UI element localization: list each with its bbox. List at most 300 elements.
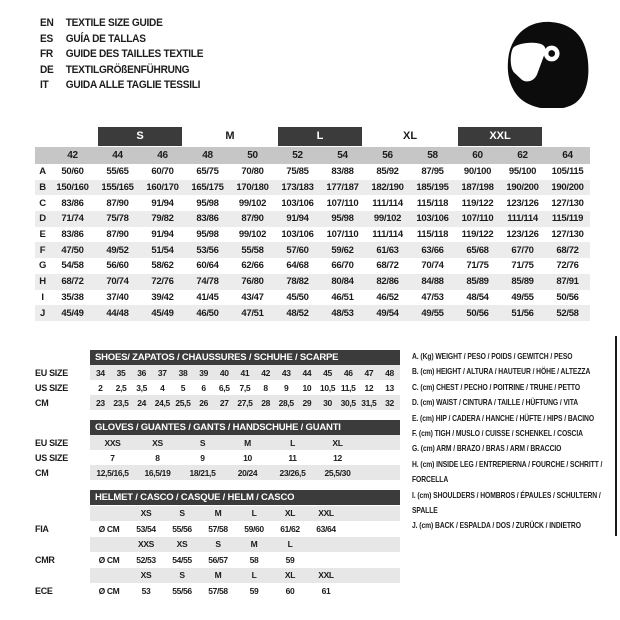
helmet-size-header-cell: XS (140, 570, 152, 581)
size-value-cell: 75/85 (286, 166, 309, 178)
shoe-size-cell: 23 (95, 397, 105, 408)
helmet-size-cell: 57/58 (208, 585, 228, 596)
row-cells (90, 506, 400, 522)
shoe-size-cell: 5 (180, 382, 186, 393)
size-value-cell: 35/38 (61, 291, 84, 303)
language-code: IT (40, 79, 49, 91)
size-value-cell: 185/195 (410, 180, 455, 196)
helmet-size-cell: 61/62 (280, 523, 300, 534)
size-value-cell: 87/90 (106, 197, 129, 209)
size-value-cell: 78/82 (275, 274, 320, 290)
shoe-size-cell: 12 (364, 382, 374, 393)
language-code: EN (40, 17, 54, 29)
size-value-cell: 123/126 (506, 197, 539, 209)
size-value-cell: 64/68 (286, 260, 309, 272)
measurement-row (35, 274, 590, 290)
shoe-size-cell: 28,5 (278, 397, 294, 408)
size-value-cell: 119/122 (461, 229, 494, 241)
size-row-label: C (39, 197, 46, 209)
size-value-cell: 47/51 (230, 305, 275, 321)
size-value-cell: 45/49 (140, 305, 185, 321)
row-cells (90, 435, 400, 450)
size-value-cell: 83/88 (331, 166, 354, 178)
measurement-row (35, 290, 590, 306)
size-value-cell: 60/70 (151, 166, 174, 178)
size-value-cell: 60/64 (196, 260, 219, 272)
shoe-size-cell: 3,5 (136, 382, 148, 393)
helmet-size-cell: 53/54 (136, 523, 156, 534)
size-value-cell: 91/94 (151, 197, 174, 209)
measurement-row (35, 195, 590, 211)
measurement-row (35, 211, 590, 227)
measurement-row (35, 180, 590, 196)
row-cells (90, 465, 400, 480)
sub-table-row (35, 583, 400, 599)
size-band-label: M (225, 130, 235, 142)
row-label: FIA (35, 523, 49, 534)
helmet-size-cell: 59/60 (244, 523, 264, 534)
size-band-label: S (98, 127, 182, 146)
helmet-size-header-cell: XS (176, 539, 188, 550)
language-row (40, 47, 203, 63)
language-row (40, 32, 203, 48)
helmet-size-header-cell: S (179, 508, 185, 519)
legend-item: H. (cm) INSIDE LEG / ENTREPIERNA / FOURCHE / SCHRITT / FORCELLA (412, 458, 603, 485)
size-value-cell: 99/102 (238, 197, 267, 209)
size-value-cell: 49/55 (511, 291, 534, 303)
size-value-cell: 55/65 (106, 166, 129, 178)
measurement-row (35, 258, 590, 274)
row-cells (90, 450, 400, 465)
size-value-cell: 72/76 (140, 274, 185, 290)
shoe-size-cell: 46 (343, 367, 353, 378)
shoe-size-cell: 24 (137, 397, 147, 408)
helmet-size-header-cell: L (251, 508, 257, 519)
size-value-cell: 85/89 (455, 274, 500, 290)
glove-size-cell: S (199, 437, 206, 448)
size-value-cell: 84/88 (410, 274, 455, 290)
row-label: US SIZE (35, 452, 68, 463)
size-value-cell: 44/48 (95, 305, 140, 321)
language-row (40, 78, 203, 94)
glove-size-cell: XXS (104, 437, 121, 448)
size-value-cell: 127/130 (551, 197, 584, 209)
size-value-cell: 111/114 (372, 197, 403, 209)
size-band-label: XL (403, 130, 418, 142)
sub-table-row (35, 465, 400, 480)
size-value-cell: 87/90 (230, 211, 275, 227)
size-row-label: A (39, 166, 46, 178)
size-header-cell: 48 (185, 147, 230, 164)
gloves-size-table (35, 420, 400, 480)
helmet-size-header-cell: S (215, 539, 221, 550)
size-value-cell: 115/119 (545, 211, 590, 227)
legend-item: A. (Kg) WEIGHT / PESO / POIDS / GEWITCH / PESO (412, 351, 573, 361)
size-header-cell: 52 (275, 147, 320, 164)
size-value-cell: 68/72 (50, 274, 95, 290)
size-value-cell: 39/42 (151, 291, 174, 303)
shoe-size-cell: 36 (137, 367, 147, 378)
size-value-cell: 99/102 (365, 211, 410, 227)
size-value-cell: 71/74 (50, 211, 95, 227)
glove-size-cell: 8 (155, 452, 160, 463)
guide-title: TEXTILGRÖßENFÜHRUNG (65, 63, 190, 76)
size-header-cell: 46 (140, 147, 185, 164)
size-value-cell: 190/200 (545, 180, 590, 196)
legend-item: C. (cm) CHEST / PECHO / POITRINE / TRUHE / PETTO (412, 381, 581, 392)
shoe-size-cell: 13 (385, 382, 394, 393)
size-value-cell: 54/58 (61, 260, 84, 272)
helmet-size-header-cell: L (287, 539, 293, 550)
glove-size-cell: 7 (110, 452, 115, 463)
size-value-cell: 123/126 (506, 229, 539, 241)
size-value-cell: 48/54 (466, 291, 489, 303)
sub-table-row (35, 450, 400, 465)
shoe-size-cell: 44 (302, 367, 312, 378)
size-value-cell: 87/90 (106, 229, 129, 241)
size-value-cell: 83/86 (61, 229, 84, 241)
helmet-size-cell: 61 (321, 585, 331, 596)
size-value-cell: 49/55 (410, 305, 455, 321)
row-cells (90, 380, 400, 395)
sizes-spacer (35, 147, 50, 164)
helmet-size-header-cell: XL (284, 508, 296, 519)
size-row-label: E (39, 229, 46, 241)
size-value-cell: 61/63 (365, 242, 410, 258)
helmet-size-cell: 58 (249, 554, 259, 565)
garment-size-table (35, 127, 590, 321)
helmet-size-cell: 59 (285, 554, 295, 565)
shoe-size-cell: 10 (302, 382, 312, 393)
glove-size-cell: M (244, 437, 251, 448)
size-value-cell: 111/114 (500, 211, 545, 227)
helmet-size-cell: 59 (249, 585, 259, 596)
language-code: DE (40, 63, 54, 76)
sub-table-header-row (35, 420, 400, 435)
legend-item: I. (cm) SHOULDERS / HOMBROS / ÉPAULES / SCHULTERN / SPALLE (412, 489, 601, 516)
size-value-cell: 91/94 (151, 229, 174, 241)
size-value-cell: 90/100 (463, 166, 492, 178)
size-value-cell: 99/102 (238, 229, 267, 241)
size-value-cell: 58/62 (151, 260, 174, 272)
glove-size-cell: 12 (333, 452, 342, 463)
helmet-size-header-cell: M (250, 539, 258, 550)
size-value-cell: 79/82 (140, 211, 185, 227)
size-value-cell: 115/118 (416, 197, 449, 209)
shoe-size-cell: 28 (261, 397, 270, 408)
row-cells (90, 568, 400, 584)
size-value-cell: 66/70 (331, 260, 354, 272)
shoe-size-cell: 23,5 (113, 397, 129, 408)
helmet-size-header-cell: S (179, 570, 185, 581)
size-value-cell: 62/66 (241, 260, 264, 272)
measurement-row (35, 164, 590, 180)
helmet-size-header-cell: XXL (318, 570, 334, 581)
size-header-cell: 42 (50, 147, 95, 164)
sub-table-row (35, 380, 400, 395)
size-value-cell: 103/106 (281, 229, 314, 241)
legend-item: B. (cm) HEIGHT / ALTURA / HAUTEUR / HÖHE / ALTEZZA (412, 366, 591, 377)
band-spacer (35, 127, 50, 147)
helmet-size-cell: 54/55 (172, 554, 192, 565)
row-label: CM (35, 467, 49, 478)
helmet-size-cell: 55/56 (172, 523, 192, 534)
size-header-cell: 56 (365, 147, 410, 164)
legend-item: G. (cm) ARM / BRAZO / BRAS / ARM / BRACCIO (412, 443, 562, 454)
legend-divider (615, 336, 617, 536)
shoe-size-cell: 24,5 (154, 397, 170, 408)
row-label: CM (35, 397, 49, 408)
size-band-xxl (455, 127, 545, 147)
size-band-xl (365, 127, 455, 147)
sub-table-row (35, 521, 400, 537)
size-value-cell: 53/56 (185, 242, 230, 258)
row-label: US SIZE (35, 382, 68, 393)
legend-item: D. (cm) WAIST / CINTURA / TAILLE / HÜFTUNG / VITA (412, 397, 579, 408)
helmet-size-cell: Ø CM (98, 554, 120, 565)
size-value-cell: 47/53 (421, 291, 444, 303)
size-value-cell: 75/78 (95, 211, 140, 227)
language-row (40, 16, 203, 32)
size-value-cell: 47/50 (50, 242, 95, 258)
sub-table-header-row (35, 490, 400, 506)
row-cells (90, 537, 400, 553)
size-value-cell: 49/54 (365, 305, 410, 321)
shoe-size-cell: 43 (281, 367, 291, 378)
measurement-legend (412, 349, 609, 534)
size-row-label: F (35, 242, 50, 258)
shoe-size-cell: 8 (263, 382, 268, 393)
size-value-cell: 48/53 (320, 305, 365, 321)
size-value-cell: 76/80 (230, 274, 275, 290)
size-value-cell: 155/165 (95, 180, 140, 196)
size-value-cell: 103/106 (281, 197, 314, 209)
size-value-cell: 63/66 (410, 242, 455, 258)
size-value-cell: 85/89 (500, 274, 545, 290)
sub-table-row (35, 568, 400, 584)
size-value-cell: 48/52 (275, 305, 320, 321)
size-value-cell: 107/110 (455, 211, 500, 227)
size-header-cell: 58 (410, 147, 455, 164)
size-value-cell: 71/75 (466, 260, 489, 272)
sub-table-header-row (35, 350, 400, 365)
glove-size-cell: XL (332, 437, 343, 448)
row-cells (90, 583, 400, 599)
legend-item: J. (cm) BACK / ESPALDA / DOS / ZURÜCK / INDIETRO (412, 520, 581, 531)
size-value-cell: 50/60 (61, 166, 84, 178)
glove-size-cell: 18/21,5 (189, 467, 216, 478)
helmet-size-cell: 60 (285, 585, 295, 596)
glove-size-cell: L (290, 437, 295, 448)
shoe-size-cell: 6,5 (218, 382, 230, 393)
size-value-cell: 56/60 (106, 260, 129, 272)
size-value-cell: 46/50 (185, 305, 230, 321)
helmet-size-cell: 57/58 (208, 523, 228, 534)
size-value-cell: 95/98 (320, 211, 365, 227)
size-row-label: I (41, 291, 44, 303)
size-band-row (35, 127, 590, 147)
size-band-m (185, 127, 275, 147)
shoe-size-cell: 34 (95, 367, 105, 378)
size-value-cell: 50/56 (455, 305, 500, 321)
size-value-cell: 45/49 (50, 305, 95, 321)
helmet-size-cell: 53 (141, 585, 151, 596)
shoe-size-cell: 48 (385, 367, 394, 378)
sub-table-row (35, 435, 400, 450)
glove-size-cell: 23/26,5 (279, 467, 306, 478)
size-value-cell: 127/130 (551, 229, 584, 241)
shoe-size-cell: 7,5 (239, 382, 251, 393)
size-value-cell: 80/84 (320, 274, 365, 290)
shoe-size-cell: 38 (178, 367, 188, 378)
size-band-s (95, 127, 185, 147)
size-value-cell: 46/51 (331, 291, 354, 303)
shoe-size-cell: 39 (199, 367, 208, 378)
sub-table-row (35, 395, 400, 410)
size-value-cell: 74/78 (185, 274, 230, 290)
size-value-cell: 49/52 (95, 242, 140, 258)
glove-size-cell: 16,5/19 (144, 467, 171, 478)
shoe-size-cell: 30,5 (340, 397, 356, 408)
guide-title: GUÍA DE TALLAS (65, 32, 146, 45)
glove-size-cell: 10 (243, 452, 252, 463)
helmet-size-header-cell: M (214, 570, 222, 581)
size-header-cell: 44 (95, 147, 140, 164)
size-value-cell: 59/62 (320, 242, 365, 258)
shoe-size-cell: 2 (98, 382, 103, 393)
glove-size-cell: XS (152, 437, 163, 448)
glove-size-cell: 12,5/16,5 (96, 467, 129, 478)
size-value-cell: 187/198 (455, 180, 500, 196)
size-value-cell: 165/175 (185, 180, 230, 196)
size-row-label: D (35, 211, 50, 227)
helmet-size-cell: 63/64 (316, 523, 336, 534)
shoe-size-cell: 40 (219, 367, 229, 378)
shoe-size-cell: 26 (199, 397, 208, 408)
glove-size-cell: 20/24 (237, 467, 258, 478)
size-value-cell: 115/118 (416, 229, 449, 241)
size-value-cell: 65/68 (455, 242, 500, 258)
size-value-cell: 85/92 (376, 166, 399, 178)
size-value-cell: 173/183 (275, 180, 320, 196)
glove-size-cell: 25,5/30 (324, 467, 351, 478)
sub-table-title: SHOES/ ZAPATOS / CHAUSSURES / SCHUHE / SCARPE (90, 350, 400, 365)
size-value-cell: 95/98 (196, 197, 219, 209)
size-value-cell: 177/187 (320, 180, 365, 196)
row-cells (90, 365, 400, 380)
shoe-size-cell: 11,5 (340, 382, 356, 393)
size-header-cell: 62 (500, 147, 545, 164)
shoe-size-cell: 6 (201, 382, 206, 393)
size-value-cell: 52/58 (545, 305, 590, 321)
shoe-size-cell: 31,5 (361, 397, 377, 408)
size-value-cell: 67/70 (500, 242, 545, 258)
size-band-label: L (278, 127, 362, 146)
band-spacer (545, 127, 590, 147)
helmet-size-cell: 55/56 (172, 585, 192, 596)
shoe-size-cell: 35 (116, 367, 126, 378)
shoe-size-cell: 27,5 (237, 397, 253, 408)
size-band-label: XXL (458, 127, 542, 146)
sizes-header-row (35, 147, 590, 164)
helmet-size-header-cell: XXL (318, 508, 334, 519)
shoe-size-cell: 45 (323, 367, 332, 378)
size-value-cell: 57/60 (275, 242, 320, 258)
size-value-cell: 111/114 (372, 229, 403, 241)
shoe-size-cell: 37 (157, 367, 167, 378)
sub-table-row (35, 552, 400, 568)
size-value-cell: 46/52 (376, 291, 399, 303)
helmet-size-cell: 52/53 (136, 554, 156, 565)
size-value-cell: 72/76 (556, 260, 579, 272)
language-code: FR (40, 48, 53, 60)
size-value-cell: 107/110 (326, 197, 359, 209)
sub-table-title: GLOVES / GUANTES / GANTS / HANDSCHUHE / GUANTI (90, 420, 400, 435)
shoes-size-table (35, 350, 400, 410)
size-value-cell: 51/54 (140, 242, 185, 258)
size-value-cell: 70/74 (421, 260, 444, 272)
size-value-cell: 43/47 (241, 291, 264, 303)
shoe-size-cell: 10,5 (319, 382, 336, 393)
size-header-cell: 54 (320, 147, 365, 164)
band-spacer (50, 127, 95, 147)
size-value-cell: 103/106 (410, 211, 455, 227)
size-value-cell: 51/56 (500, 305, 545, 321)
size-value-cell: 68/72 (545, 242, 590, 258)
measurement-row (35, 305, 590, 321)
helmet-size-header-cell: L (251, 570, 257, 581)
sub-table-row (35, 365, 400, 380)
size-value-cell: 190/200 (500, 180, 545, 196)
helmet-size-header-cell: XXS (138, 539, 154, 550)
guide-title: GUIDA ALLE TAGLIE TESSILI (65, 79, 201, 91)
size-value-cell: 95/98 (196, 229, 219, 241)
shoe-size-cell: 32 (385, 397, 394, 408)
shoe-size-cell: 42 (261, 367, 270, 378)
size-value-cell: 55/58 (230, 242, 275, 258)
language-row (40, 63, 203, 79)
shoe-size-cell: 27 (219, 397, 229, 408)
row-cells (90, 521, 400, 537)
shoe-size-cell: 30 (323, 397, 332, 408)
size-value-cell: 45/50 (286, 291, 309, 303)
size-value-cell: 65/75 (196, 166, 219, 178)
size-value-cell: 182/190 (365, 180, 410, 196)
helmet-size-cell: 56/57 (208, 554, 228, 565)
language-code: ES (40, 32, 53, 45)
helmet-size-header-cell: XS (140, 508, 152, 519)
legend-item: E. (cm) HIP / CADERA / HANCHE / HÜFTE / HIPS / BACINO (412, 412, 595, 423)
size-header-cell: 60 (455, 147, 500, 164)
size-row-label: H (35, 274, 50, 290)
shoe-size-cell: 41 (240, 367, 250, 378)
glove-size-cell: 9 (200, 452, 205, 463)
helmet-size-header-cell: M (214, 508, 222, 519)
helmet-size-cell: Ø CM (98, 523, 120, 534)
size-band-l (275, 127, 365, 147)
guide-title: TEXTILE SIZE GUIDE (65, 17, 163, 29)
guide-title: GUIDE DES TAILLES TEXTILE (65, 48, 204, 60)
shoe-size-cell: 29 (302, 397, 312, 408)
sub-table-title: HELMET / CASCO / CASQUE / HELM / CASCO (90, 490, 400, 505)
size-value-cell: 150/160 (50, 180, 95, 196)
measurement-row (35, 227, 590, 243)
size-value-cell: 41/45 (196, 291, 219, 303)
shoe-size-cell: 47 (364, 367, 374, 378)
size-row-label: J (35, 305, 50, 321)
row-cells (90, 552, 400, 568)
size-value-cell: 68/72 (376, 260, 399, 272)
